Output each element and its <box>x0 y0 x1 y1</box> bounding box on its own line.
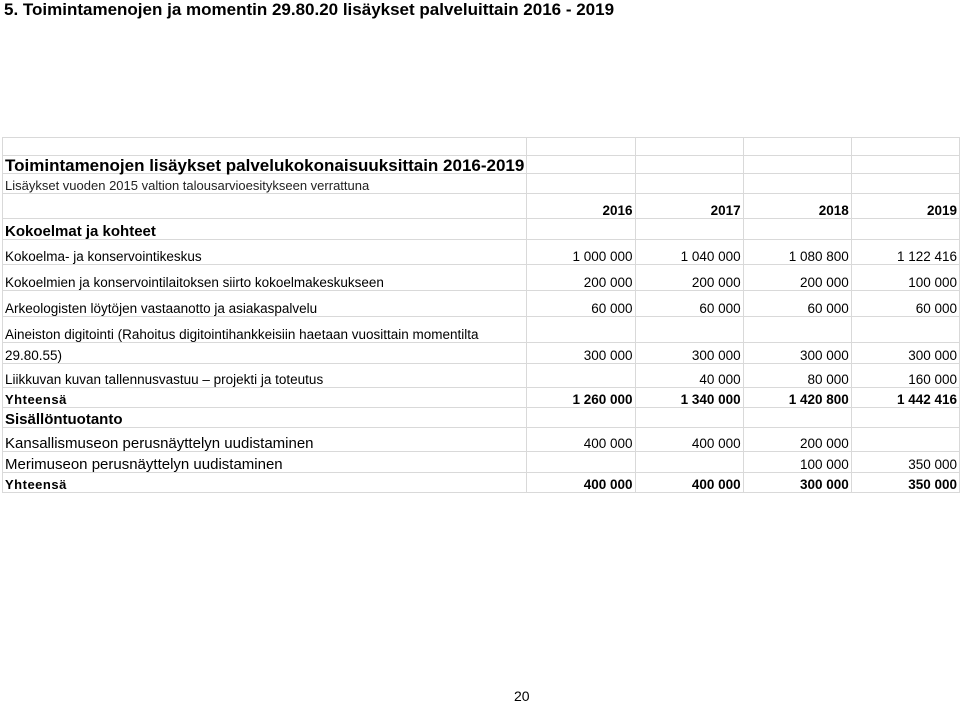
cell-value: 200 000 <box>743 265 851 291</box>
total-value: 300 000 <box>743 473 851 493</box>
table-row <box>3 291 960 317</box>
year-header-row <box>3 194 960 219</box>
total-value: 1 260 000 <box>527 388 635 408</box>
cell-value: 200 000 <box>635 265 743 291</box>
cell-value: 400 000 <box>527 428 635 452</box>
cell-value: 1 122 416 <box>851 240 959 265</box>
budget-table <box>2 137 960 493</box>
row-label: Merimuseon perusnäyttelyn uudistaminen <box>3 452 527 473</box>
table-row <box>3 265 960 291</box>
table-row <box>3 452 960 473</box>
page-heading: 5. Toimintamenojen ja momentin 29.80.20 lisäykset palveluittain 2016 - 2019 <box>4 0 615 19</box>
cell-value <box>635 452 743 473</box>
cell-value: 300 000 <box>743 343 851 364</box>
page-number: 20 <box>514 688 530 704</box>
section-header-row <box>3 408 960 428</box>
row-label: Kokoelmien ja konservointilaitoksen siirto kokoelmakeskukseen <box>3 265 527 291</box>
row-label: Kokoelma- ja konservointikeskus <box>3 240 527 265</box>
table-row <box>3 428 960 452</box>
total-value: 1 442 416 <box>851 388 959 408</box>
row-label: Liikkuvan kuvan tallennusvastuu – projekti ja toteutus <box>3 364 527 388</box>
total-label: Yhteensä <box>3 388 527 408</box>
cell-value <box>851 428 959 452</box>
year-header: 2016 <box>527 194 635 219</box>
cell-value: 400 000 <box>635 428 743 452</box>
row-label: Arkeologisten löytöjen vastaanotto ja asiakaspalvelu <box>3 291 527 317</box>
cell-value: 100 000 <box>743 452 851 473</box>
cell-value: 60 000 <box>743 291 851 317</box>
total-value: 400 000 <box>635 473 743 493</box>
cell-value <box>527 452 635 473</box>
cell-value: 300 000 <box>635 343 743 364</box>
cell-value: 60 000 <box>635 291 743 317</box>
cell-value: 160 000 <box>851 364 959 388</box>
cell-value: 60 000 <box>527 291 635 317</box>
section-label: Kokoelmat ja kohteet <box>3 219 527 240</box>
cell-value: 1 000 000 <box>527 240 635 265</box>
cell-value: 300 000 <box>851 343 959 364</box>
total-value: 400 000 <box>527 473 635 493</box>
cell-value: 1 040 000 <box>635 240 743 265</box>
table-row-continued <box>3 343 960 364</box>
table-subtitle: Lisäykset vuoden 2015 valtion talousarvioesitykseen verrattuna <box>3 174 527 194</box>
cell-value: 80 000 <box>743 364 851 388</box>
total-value: 1 420 800 <box>743 388 851 408</box>
total-value: 1 340 000 <box>635 388 743 408</box>
table-row <box>3 240 960 265</box>
cell-value: 40 000 <box>635 364 743 388</box>
total-row <box>3 473 960 493</box>
section-label: Sisällöntuotanto <box>3 408 527 428</box>
table-row <box>3 317 960 343</box>
total-label: Yhteensä <box>3 473 527 493</box>
cell-value <box>527 364 635 388</box>
cell-value: 300 000 <box>527 343 635 364</box>
cell-value: 200 000 <box>527 265 635 291</box>
total-value: 350 000 <box>851 473 959 493</box>
year-header: 2018 <box>743 194 851 219</box>
cell-value: 60 000 <box>851 291 959 317</box>
total-row <box>3 388 960 408</box>
year-header: 2017 <box>635 194 743 219</box>
row-label: Aineiston digitointi (Rahoitus digitointihankkeisiin haetaan vuosittain momentilta <box>3 317 527 343</box>
section-header-row <box>3 219 960 240</box>
year-header: 2019 <box>851 194 959 219</box>
title-row <box>3 156 960 174</box>
subtitle-row <box>3 174 960 194</box>
empty-row <box>3 138 960 156</box>
table-title: Toimintamenojen lisäykset palvelukokonaisuuksittain 2016-2019 <box>3 156 527 174</box>
table-row <box>3 364 960 388</box>
cell-value: 100 000 <box>851 265 959 291</box>
cell-value: 1 080 800 <box>743 240 851 265</box>
cell-value: 350 000 <box>851 452 959 473</box>
row-label-continued: 29.80.55) <box>3 343 527 364</box>
cell-value: 200 000 <box>743 428 851 452</box>
row-label: Kansallismuseon perusnäyttelyn uudistaminen <box>3 428 527 452</box>
